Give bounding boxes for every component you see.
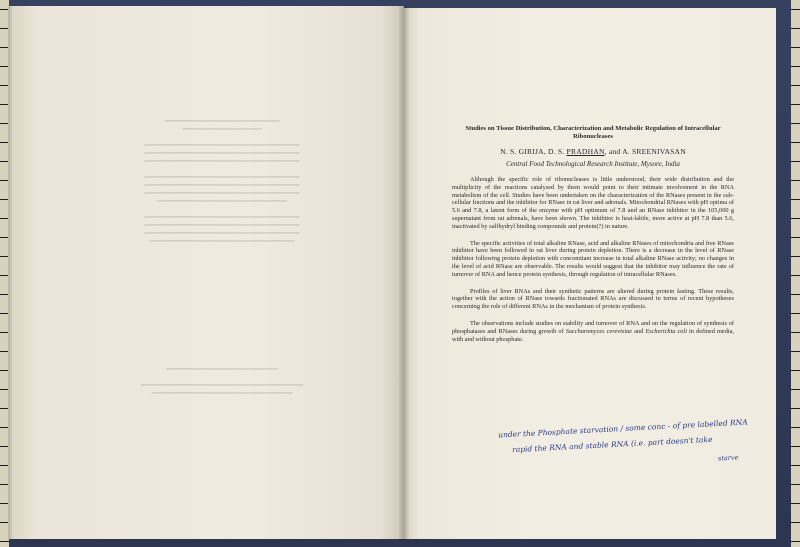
p4-organism-1: Saccharomyces cerevisiae	[565, 327, 633, 335]
authors-part1: N. S. GIRIJA, D. S.	[500, 147, 567, 156]
show-through-text: ━━━━━━━━━━━━━━━━━━━━━━━━━━━━━━━━ ━━━━━━━━━━━━━━━━━━━━━━ ━━━━━━━━━━━━━━━━━━━━━━━━━━━━━━━━━━━━━━━━━━━ ━━━━━━━━━━━━━━━━━━━━━━━━━━━━━━━━━━━━━━━━━━━ ━━━━━━━━━━━━━━━━━━━━━━━━━━━━━━━━━━━━━━━━━━━ ━━━━━━━━━━━━━━━━━━━━━━━━━━━━━━━━━━━━━━━━━━━ ━━━━━━━━━━━━━━━━━━━━━━━━━━━━━━━━━━━━━━━━━━━ ━━━━━━━━━━━━━━━━━━━━━━━━━━━━━━━━━━━━━━━━━━━ ━━━━━━━━━━━━━━━━━━━━━━━━━━━━━━━━━━━━ ━━━━━━━━━━━━━━━━━━━━━━━━━━━━━━━━━━━━━━━━━━━ ━━━━━━━━━━━━━━━━━━━━━━━━━━━━━━━━━━━━━━━━━━━ ━━━━━━━━━━━━━━━━━━━━━━━━━━━━━━━━━━━━━━━━━━━ ━━━━━━━━━━━━━━━━━━━━━━━━━━━━━━━━━━━━━━━━	[144, 119, 300, 245]
left-page	[12, 6, 404, 539]
handwritten-note-1: under the Phosphate starvation / some conc - of pre labelled RNA	[497, 417, 748, 440]
left-ruler	[0, 0, 9, 547]
authors-underlined: PRADHAN	[566, 147, 605, 156]
p4-b: and	[632, 327, 646, 335]
handwritten-note-3: starve	[717, 453, 739, 463]
abstract-content	[452, 125, 734, 352]
paragraph-2: The specific activities of total alkaline RNase, acid and alkaline RNases of mitochondria and free RNase inhibitor have been followed in rat liver during protein depletion. There is a decrease in the level of RNase inhibitor following protein depletion with concomitant increase in total alkaline RNase activity; no changes in the level of acid RNase are observable. The results would suggest that the inhibitor may influence the rate of turnover of RNA and hence protein synthesis, through regulation of intracellular RNases.	[452, 239, 734, 278]
paragraph-1: Although the specific role of ribonucleases is little understood, their wide distribution and the multiplicity of the reactions catalysed by them would point to their intimate involvement in the RNA metabolism of the cell. Studies have been undertaken on the characterization of the RNases present in the sub-cellular fractions and the inhibitor for RNase in rat liver and adrenals. Mitochondrial RNases with pH optima of 5.6 and 7.8, a latent form of the enzyme with pH optimum of 7.8 and an RNase inhibitor in the 105,000 g supernatant from rat adrenals, have been shown. The inhibitor is heat-labile, more active at pH 7.8 than 5.6, inactivated by sulfhydryl binding compounds and protein(?) in nature.	[452, 176, 734, 230]
p4-c: in defined media, with and without phosphate.	[452, 327, 734, 343]
authors-part2: , and A. SREENIVASAN	[604, 147, 686, 156]
p4-organism-2: Escherichia coli	[645, 327, 687, 335]
handwritten-note-2: rapid the RNA and stable RNA (i.e. part doesn't take	[511, 434, 713, 455]
book-spine	[398, 6, 410, 540]
paragraph-4	[452, 320, 734, 343]
right-ruler	[791, 0, 800, 547]
paragraph-3: Profiles of liver RNAs and their synthetic patterns are altered during protein fasting. These results, together with the action of RNase towards fractionated RNAs are discussed in terms of recent hypotheses concerning the role of different RNAs in the mechanism of protein synthesis.	[452, 287, 734, 311]
author-line	[452, 147, 734, 156]
affiliation: Central Food Technological Research Institute, Mysore, India	[506, 160, 680, 168]
abstract-title: Studies on Tissue Distribution, Characterization and Metabolic Regulation of Intracellular Ribonucleases	[465, 125, 721, 140]
p4-a: The observations include studies on stability and turnover of RNA and on the regulation of synthesis of phosphatases and RNases during growth of	[452, 319, 734, 335]
show-through-text-lower: ━━━━━━━━━━━━━━━━━━━━━━━━━━━━━━━ ━━━━━━━━━━━━━━━━━━━━━━━━━━━━━━━━━━━━━━━━━━━━━ ━━━━━━━━━━━━━━━━━━━━━━━━━━━━━━━━━━━━━━━	[140, 367, 304, 397]
